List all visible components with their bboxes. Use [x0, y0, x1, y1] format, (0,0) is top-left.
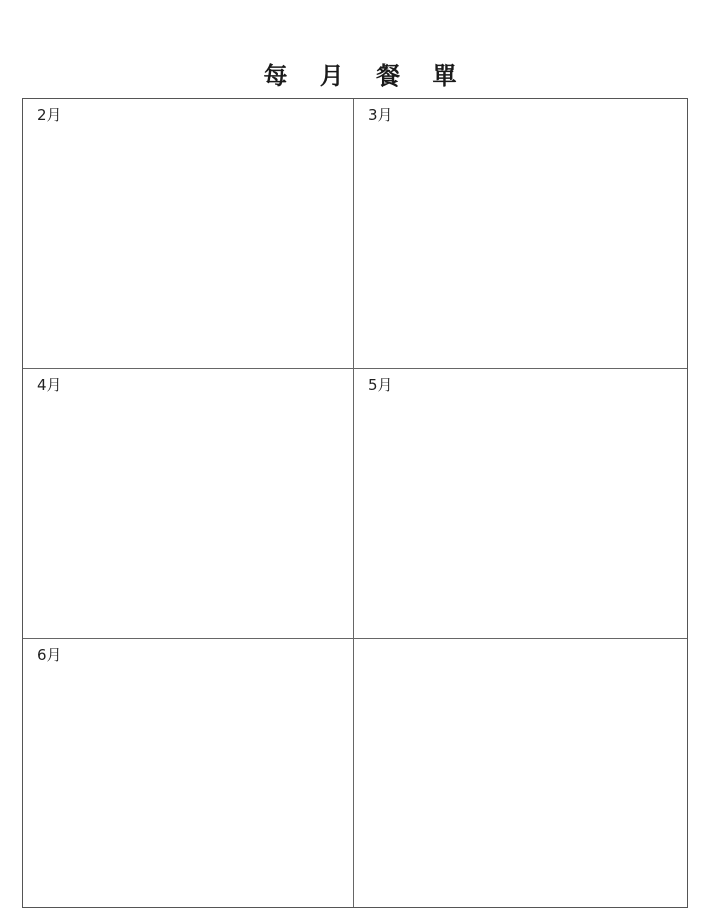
monthly-menu-grid	[22, 98, 688, 908]
month-cell-march[interactable]	[354, 99, 687, 369]
month-label: 3月	[368, 106, 393, 124]
month-cell-february[interactable]	[23, 99, 354, 369]
month-label: 5月	[368, 376, 393, 394]
empty-cell[interactable]	[354, 639, 687, 907]
month-label: 6月	[37, 646, 62, 664]
month-cell-may[interactable]	[354, 369, 687, 639]
month-label: 4月	[37, 376, 62, 394]
month-cell-june[interactable]	[23, 639, 354, 907]
month-cell-april[interactable]	[23, 369, 354, 639]
page-title: 每 月 餐 單	[263, 61, 469, 90]
month-label: 2月	[37, 106, 62, 124]
